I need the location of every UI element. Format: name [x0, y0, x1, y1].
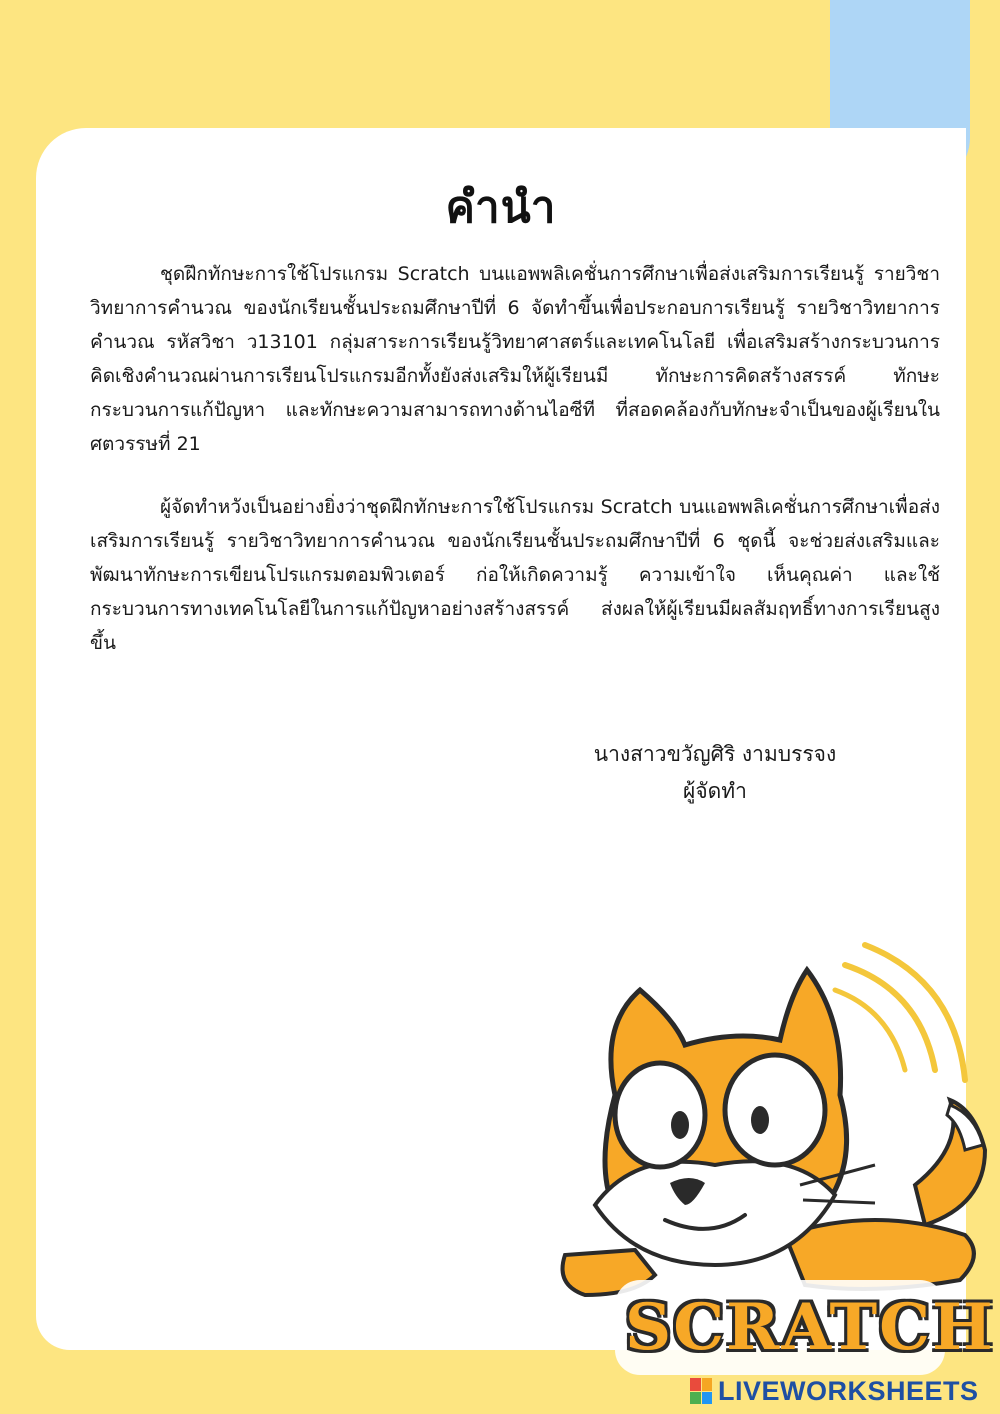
- page-title: คำนำ: [445, 182, 557, 233]
- intro-paragraph-2: ผู้จัดทำหวังเป็นอย่างยิ่งว่าชุดฝึกทักษะการใช้โปรแกรม Scratch บนแอพพลิเคชั่นการศึกษาเพื่อส่งเสริมการเรียนรู้ รายวิชาวิทยาการคำนวณ ของนักเรียนชั้นประถมศึกษาปีที่ 6 ชุดนี้ จะช่วยส่งเสริมและพัฒนาทักษะการเขียนโปรแกรมตอมพิวเตอร์ ก่อให้เกิดความรู้ ความเข้าใจ เห็นคุณค่า และใช้กระบวนการทางเทคโนโลยีในการแก้ปัญหาอย่างสร้างสรรค์ ส่งผลให้ผู้เรียนมีผลสัมฤทธิ์ทางการเรียนสูงขึ้น: [90, 496, 940, 654]
- signature-role: ผู้จัดทำ: [683, 779, 747, 803]
- liveworksheets-watermark: [690, 1372, 995, 1410]
- intro-paragraph-1: ชุดฝึกทักษะการใช้โปรแกรม Scratch บนแอพพลิเคชั่นการศึกษาเพื่อส่งเสริมการเรียนรู้ รายวิชาวิทยาการคำนวณ ของนักเรียนชั้นประถมศึกษาปีที่ 6 จัดทำขึ้นเพื่อประกอบการเรียนรู้ รายวิชาวิทยาการคำนวณ รหัสวิชา ว13101 กลุ่มสาระการเรียนรู้วิทยาศาสตร์และเทคโนโลยี เพื่อเสริมสร้างกระบวนการคิดเชิงคำนวณผ่านการเรียนโปรแกรมอีกทั้งยังส่งเสริมให้ผู้เรียนมี ทักษะการคิดสร้างสรรค์ ทักษะกระบวนการแก้ปัญหา และทักษะความสามารถทางด้านไอซีที ที่สอดคล้องกับทักษะจำเป็นของผู้เรียนในศตวรรษที่ 21: [90, 263, 940, 455]
- scratch-wordmark: SCRATCH: [625, 1290, 995, 1365]
- liveworksheets-text: LIVEWORKSHEETS: [718, 1375, 979, 1406]
- liveworksheets-icon: [690, 1378, 712, 1404]
- signature-name: นางสาวขวัญศิริ งามบรรจง: [593, 742, 837, 766]
